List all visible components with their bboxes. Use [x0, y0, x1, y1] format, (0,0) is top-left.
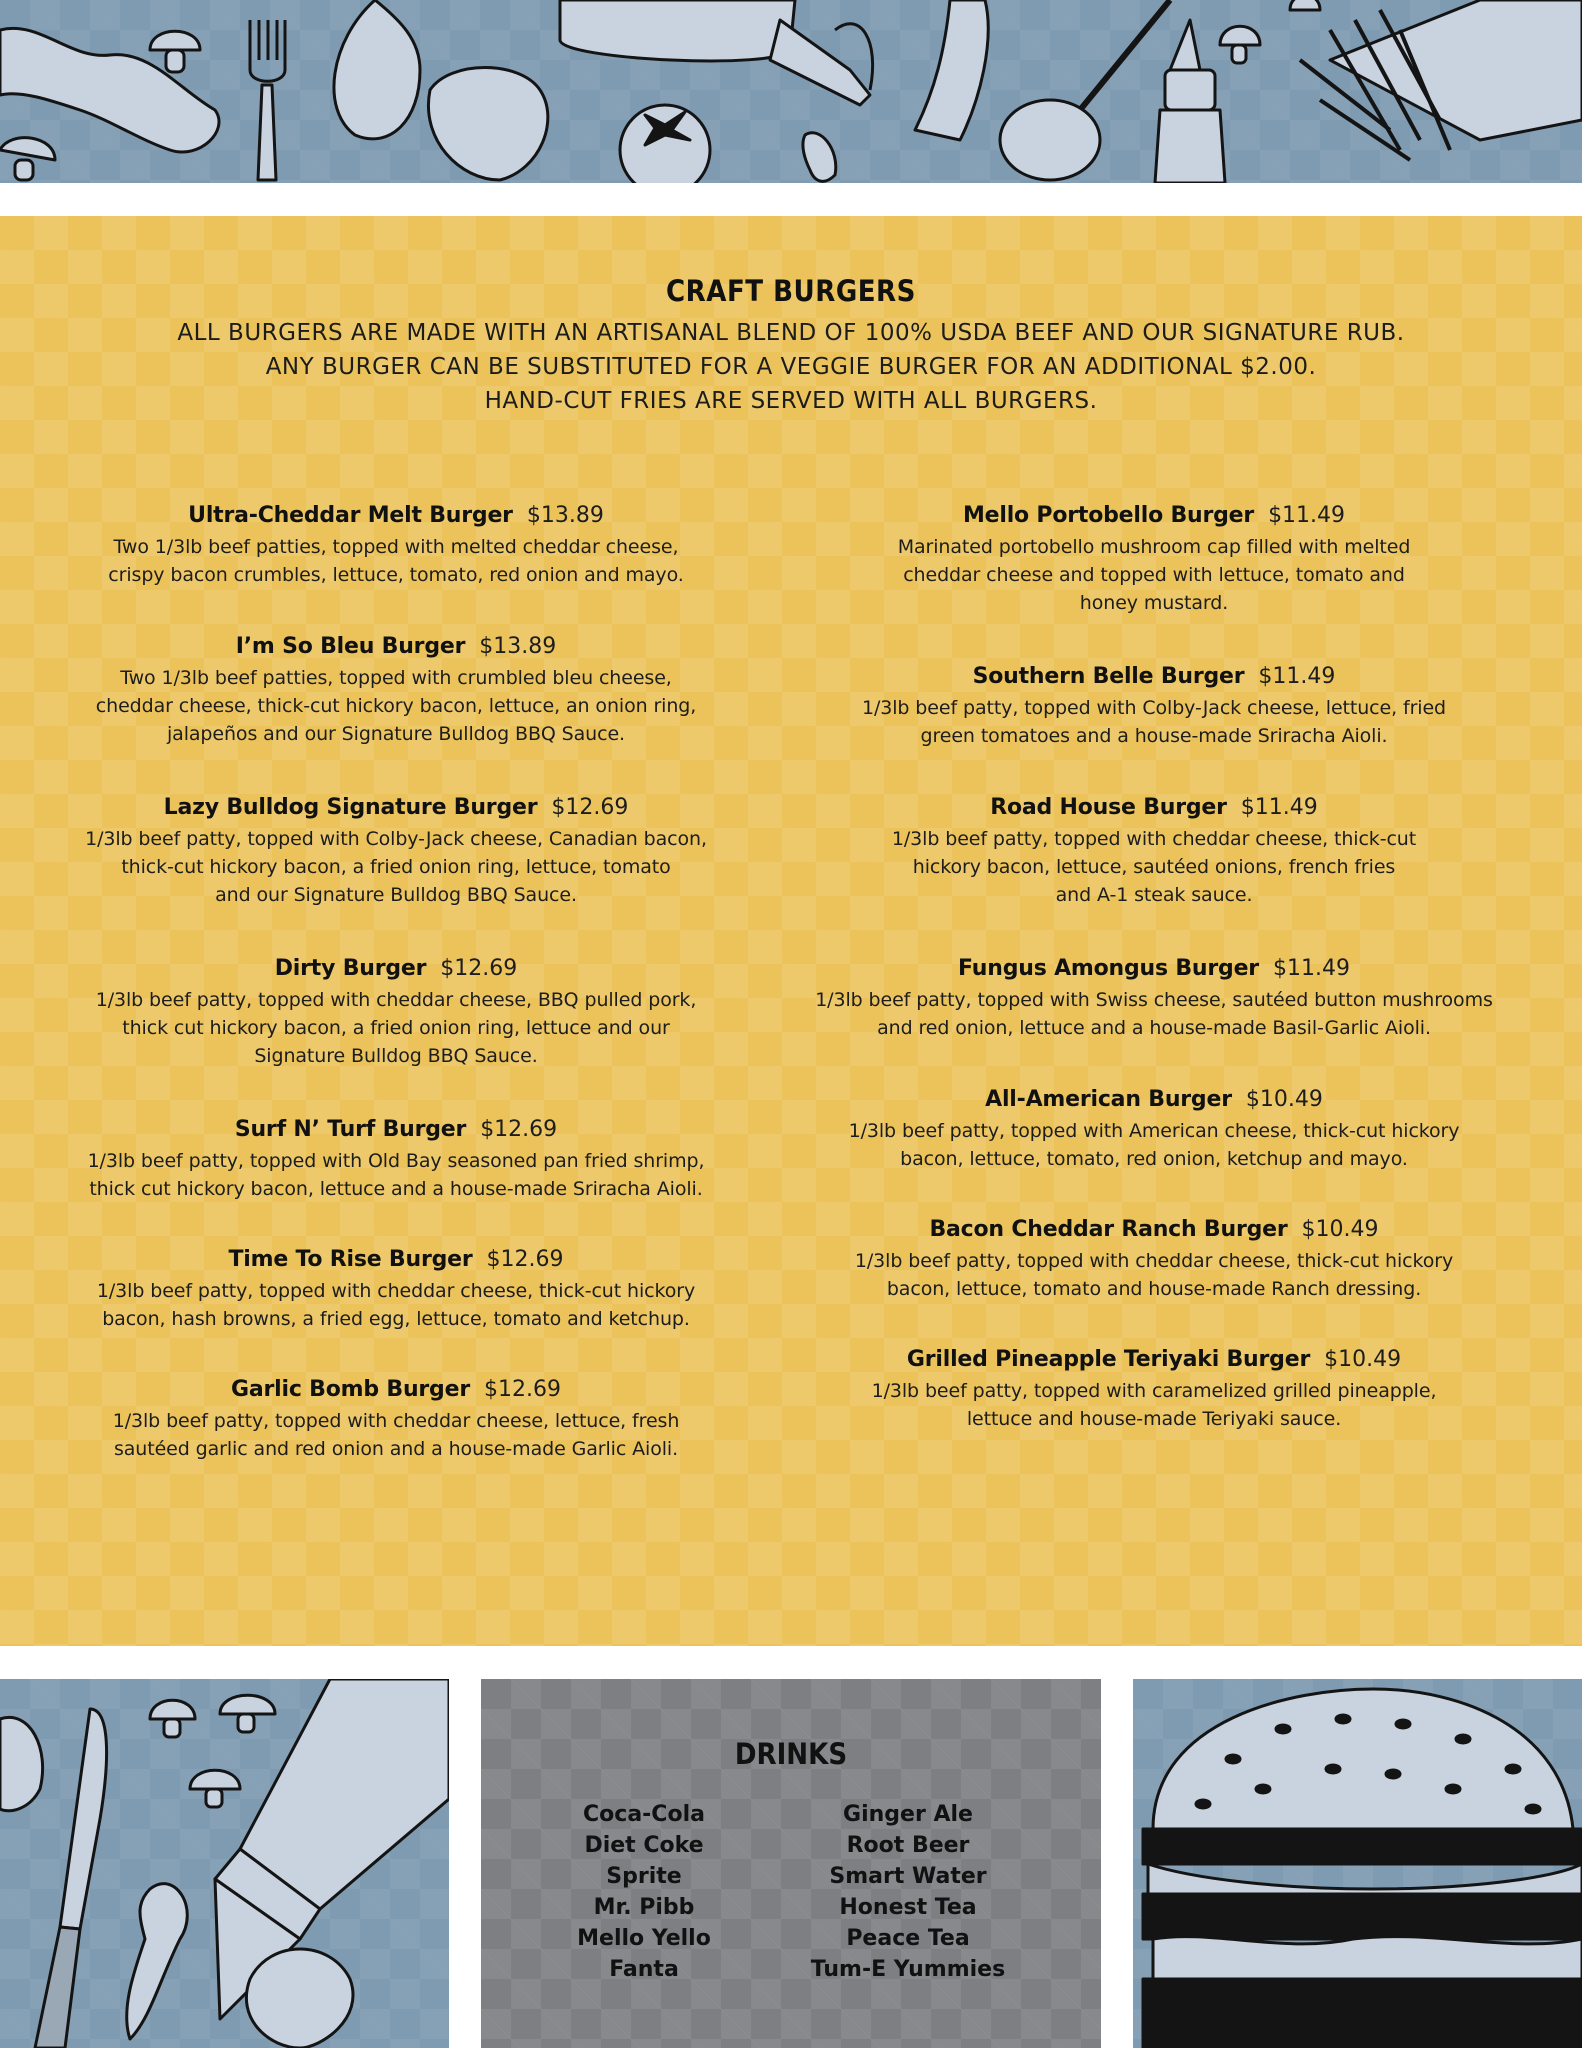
item-name: Time To Rise Burger: [228, 1247, 473, 1272]
garlic-icon: [246, 1949, 353, 2048]
description-line: bacon, lettuce, tomato and house-made Ranch dressing.: [886, 1278, 1422, 1300]
drink-item: Mr. Pibb: [593, 1895, 695, 1920]
menu-item: [85, 633, 707, 748]
fries-icon: [1300, 0, 1582, 160]
item-price: $11.49: [1268, 503, 1346, 528]
description-line: 1/3lb beef patty, topped with Colby-Jack cheese, lettuce, fried: [861, 697, 1447, 719]
drink-item: Peace Tea: [846, 1926, 970, 1951]
item-description: [85, 664, 707, 748]
menu-item: [85, 1376, 707, 1463]
drink-item: Ginger Ale: [843, 1802, 973, 1827]
item-name: Lazy Bulldog Signature Burger: [163, 795, 538, 820]
menu-item: [85, 955, 707, 1070]
pepper-icon: [428, 68, 547, 181]
description-line: and red onion, lettuce and a house-made Basil-Garlic Aioli.: [877, 1017, 1431, 1039]
description-line: 1/3lb beef patty, topped with cheddar cheese, lettuce, fresh: [112, 1410, 680, 1432]
item-name: Dirty Burger: [274, 956, 427, 981]
mushroom-icon: [1290, 0, 1320, 10]
item-name: Garlic Bomb Burger: [231, 1377, 470, 1402]
description-line: thick-cut hickory bacon, a fried onion ring, lettuce, tomato: [121, 856, 671, 878]
craft-burgers-panel: [0, 216, 1582, 1646]
bottom-right-burger-illustration: [1133, 1679, 1582, 2048]
item-description: [85, 986, 707, 1070]
description-line: 1/3lb beef patty, topped with cheddar cheese, thick-cut: [891, 828, 1417, 850]
item-name: Grilled Pineapple Teriyaki Burger: [906, 1347, 1311, 1372]
knife-icon: [35, 1709, 107, 2048]
menu-item: [85, 1116, 707, 1203]
bottom-left-food-illustration: [0, 1679, 449, 2048]
menu-item: [85, 794, 707, 909]
onion-icon: [334, 0, 420, 139]
item-description: [85, 533, 707, 589]
sauce-bottle-icon: [1155, 20, 1225, 183]
item-description: [85, 825, 707, 909]
item-name: Ultra-Cheddar Melt Burger: [188, 503, 513, 528]
section-intro: [0, 316, 1582, 418]
drink-item: Coca-Cola: [583, 1802, 705, 1827]
spoon-icon: [1000, 0, 1170, 180]
item-price: $12.69: [480, 1117, 558, 1142]
item-description: [85, 1277, 707, 1333]
burger-icon: [1143, 1689, 1582, 2048]
item-name: All-American Burger: [985, 1087, 1232, 1112]
drink-item: Diet Coke: [584, 1833, 704, 1858]
drink-item: Sprite: [606, 1864, 682, 1889]
item-price: $10.49: [1245, 1087, 1323, 1112]
item-price: $10.49: [1324, 1347, 1402, 1372]
item-name: Surf N’ Turf Burger: [234, 1117, 467, 1142]
menu-item: [806, 1346, 1502, 1433]
item-price: $12.69: [483, 1377, 561, 1402]
item-price: $12.69: [551, 795, 629, 820]
description-line: green tomatoes and a house-made Sriracha Aioli.: [920, 725, 1388, 747]
description-line: Two 1/3lb beef patties, topped with crumbled bleu cheese,: [120, 667, 672, 689]
item-description: [806, 694, 1502, 750]
item-description: [85, 1407, 707, 1463]
mushroom-icon: [0, 138, 55, 180]
item-price: $11.49: [1272, 956, 1350, 981]
drinks-panel: [481, 1679, 1101, 2048]
description-line: thick cut hickory bacon, a fried onion ring, lettuce and our: [122, 1017, 670, 1039]
description-line: 1/3lb beef patty, topped with caramelized grilled pineapple,: [871, 1380, 1437, 1402]
menu-item: [806, 663, 1502, 750]
section-title: CRAFT BURGERS: [666, 274, 916, 308]
description-line: 1/3lb beef patty, topped with Old Bay seasoned pan fried shrimp,: [87, 1150, 705, 1172]
drink-item: Honest Tea: [839, 1895, 977, 1920]
drinks-column: [798, 1799, 1018, 1985]
description-line: cheddar cheese and topped with lettuce, tomato and: [903, 564, 1405, 586]
item-name: Southern Belle Burger: [972, 664, 1245, 689]
onion-icon: [0, 1717, 43, 1810]
item-name: Fungus Amongus Burger: [958, 956, 1259, 981]
food-sketch-art: [1133, 1679, 1582, 2048]
item-price: $11.49: [1258, 664, 1336, 689]
item-name: Bacon Cheddar Ranch Burger: [929, 1217, 1288, 1242]
item-price: $10.49: [1301, 1217, 1379, 1242]
top-food-illustration-banner: [0, 0, 1582, 183]
menu-item: [806, 1216, 1502, 1303]
item-name: Road House Burger: [990, 795, 1227, 820]
description-line: honey mustard.: [1079, 592, 1229, 614]
menu-item: [85, 1246, 707, 1333]
menu-item: [806, 502, 1502, 617]
description-line: hickory bacon, lettuce, sautéed onions, french fries: [912, 856, 1396, 878]
mushroom-icon: [220, 1695, 275, 1732]
intro-line: ANY BURGER CAN BE SUBSTITUTED FOR A VEGGIE BURGER FOR AN ADDITIONAL $2.00.: [265, 354, 1317, 380]
drinks-title: DRINKS: [734, 1737, 848, 1771]
tomato-icon: [620, 105, 710, 183]
item-description: [806, 533, 1502, 617]
item-name: Mello Portobello Burger: [962, 503, 1255, 528]
intro-line: HAND-CUT FRIES ARE SERVED WITH ALL BURGERS.: [484, 388, 1098, 414]
description-line: Signature Bulldog BBQ Sauce.: [254, 1045, 538, 1067]
menu-item: [806, 794, 1502, 909]
description-line: sautéed garlic and red onion and a house-made Garlic Aioli.: [113, 1438, 679, 1460]
item-price: $12.69: [440, 956, 518, 981]
fork-icon: [250, 20, 285, 180]
item-description: [806, 1247, 1502, 1303]
item-description: [806, 1377, 1502, 1433]
menu-item: [85, 502, 707, 589]
description-line: 1/3lb beef patty, topped with Colby-Jack cheese, Canadian bacon,: [85, 828, 707, 850]
description-line: crispy bacon crumbles, lettuce, tomato, red onion and mayo.: [108, 564, 684, 586]
item-description: [85, 1147, 707, 1203]
food-sketch-art: [0, 1679, 449, 2048]
description-line: 1/3lb beef patty, topped with cheddar cheese, BBQ pulled pork,: [95, 989, 697, 1011]
item-name: I’m So Bleu Burger: [235, 634, 466, 659]
description-line: cheddar cheese, thick-cut hickory bacon, lettuce, an onion ring,: [95, 695, 697, 717]
intro-line: ALL BURGERS ARE MADE WITH AN ARTISANAL BLEND OF 100% USDA BEEF AND OUR SIGNATURE RUB.: [177, 320, 1405, 346]
menu-item: [806, 1086, 1502, 1173]
item-price: $13.89: [526, 503, 604, 528]
mushroom-icon: [150, 1700, 195, 1737]
drink-item: Root Beer: [846, 1833, 970, 1858]
drinks-column: [534, 1799, 754, 1985]
drink-item: Fanta: [609, 1957, 679, 1982]
item-price: $12.69: [486, 1247, 564, 1272]
description-line: 1/3lb beef patty, topped with cheddar cheese, thick-cut hickory: [96, 1280, 696, 1302]
description-line: Marinated portobello mushroom cap filled with melted: [897, 536, 1411, 558]
bacon-icon: [915, 0, 988, 140]
mushroom-icon: [150, 31, 200, 72]
item-description: [806, 1117, 1502, 1173]
item-price: $11.49: [1240, 795, 1318, 820]
description-line: 1/3lb beef patty, topped with Swiss cheese, sautéed button mushrooms: [815, 989, 1493, 1011]
drink-item: Tum-E Yummies: [810, 1957, 1006, 1982]
item-description: [806, 986, 1502, 1042]
ketchup-bottle-icon: [560, 0, 873, 105]
description-line: jalapeños and our Signature Bulldog BBQ Sauce.: [166, 723, 625, 745]
description-line: 1/3lb beef patty, topped with American cheese, thick-cut hickory: [848, 1120, 1460, 1142]
chili-icon: [127, 1884, 188, 2039]
menu-item: [806, 955, 1502, 1042]
mushroom-icon: [190, 1770, 240, 1807]
item-price: $13.89: [479, 634, 557, 659]
description-line: thick cut hickory bacon, lettuce and a house-made Sriracha Aioli.: [89, 1178, 703, 1200]
drink-item: Mello Yello: [577, 1926, 711, 1951]
mushroom-icon: [1220, 26, 1260, 63]
item-description: [806, 825, 1502, 909]
description-line: and A-1 steak sauce.: [1055, 884, 1253, 906]
chili-icon: [803, 133, 836, 182]
description-line: 1/3lb beef patty, topped with cheddar cheese, thick-cut hickory: [854, 1250, 1454, 1272]
food-sketch-art: [0, 0, 1582, 183]
description-line: bacon, hash browns, a fried egg, lettuce, tomato and ketchup.: [102, 1308, 690, 1330]
description-line: bacon, lettuce, tomato, red onion, ketchup and mayo.: [900, 1148, 1408, 1170]
description-line: lettuce and house-made Teriyaki sauce.: [966, 1408, 1342, 1430]
description-line: Two 1/3lb beef patties, topped with melted cheddar cheese,: [113, 536, 679, 558]
description-line: and our Signature Bulldog BBQ Sauce.: [215, 884, 577, 906]
drink-item: Smart Water: [829, 1864, 987, 1889]
